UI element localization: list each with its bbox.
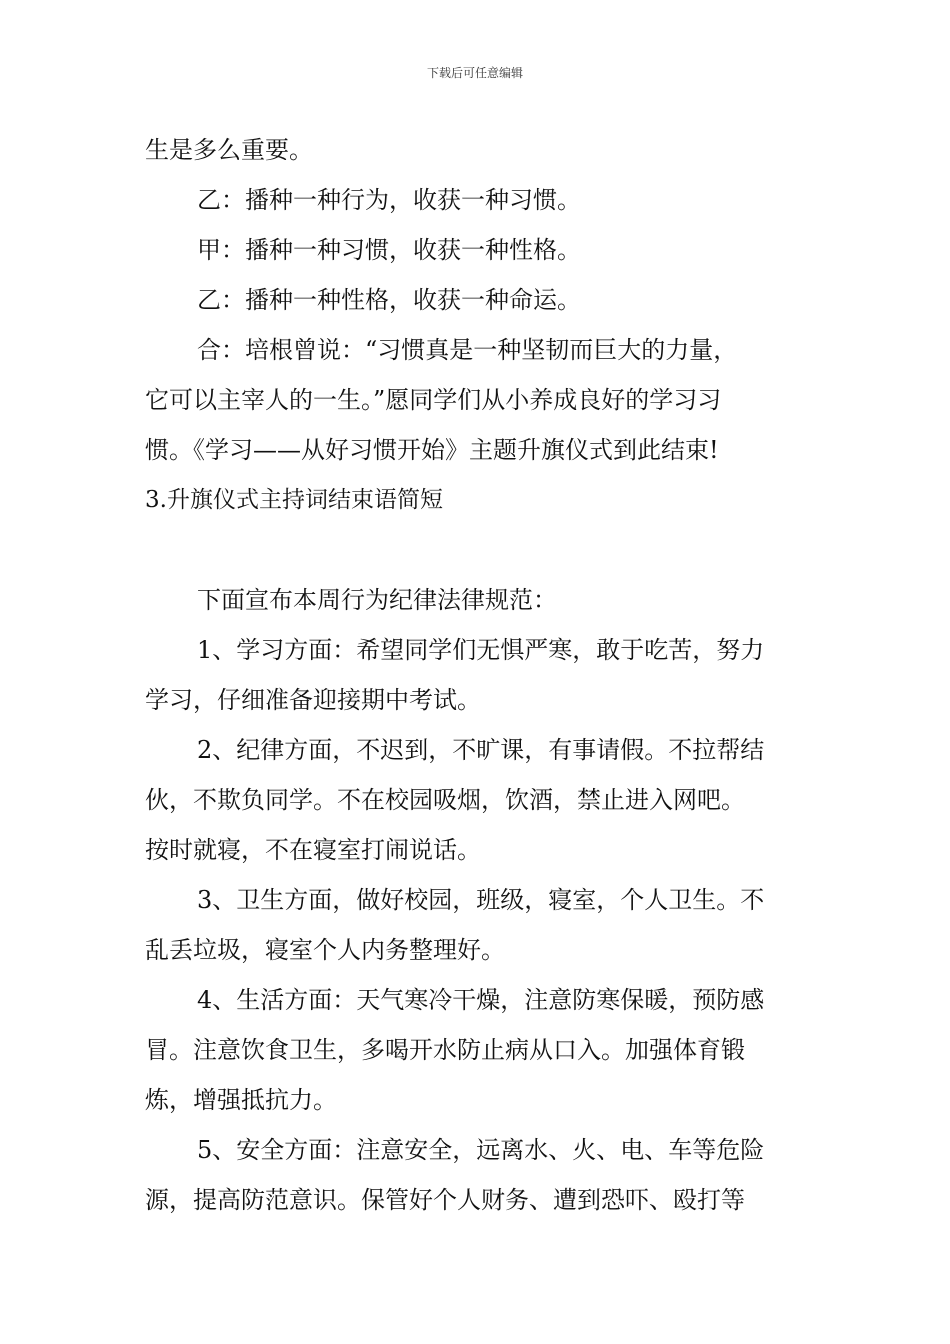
- document-body: [145, 125, 807, 1225]
- paragraph-line: 学习，仔细准备迎接期中考试。: [145, 686, 481, 714]
- paragraph-line: 2、纪律方面，不迟到，不旷课，有事请假。不拉帮结: [197, 736, 765, 764]
- paragraph-line: 伙，不欺负同学。不在校园吸烟，饮酒，禁止进入网吧。: [145, 786, 745, 814]
- paragraph-line: 乙：播种一种性格，收获一种命运。: [197, 286, 581, 314]
- paragraph-line: 甲：播种一种习惯，收获一种性格。: [197, 236, 581, 264]
- paragraph-line: 合：培根曾说：“习惯真是一种坚韧而巨大的力量，: [197, 336, 738, 364]
- paragraph-line: 5、安全方面：注意安全，远离水、火、电、车等危险: [197, 1136, 765, 1164]
- paragraph-line: 乙：播种一种行为，收获一种习惯。: [197, 186, 581, 214]
- paragraph-line: 乱丢垃圾，寝室个人内务整理好。: [145, 936, 505, 964]
- paragraph-line: 3、卫生方面，做好校园，班级，寝室，个人卫生。不: [197, 886, 765, 914]
- section-heading: 3.升旗仪式主持词结束语简短: [145, 487, 443, 513]
- blank-line: [145, 525, 807, 575]
- paragraph-line: 它可以主宰人的一生。”愿同学们从小养成良好的学习习: [145, 386, 722, 414]
- paragraph-line: 冒。注意饮食卫生，多喝开水防止病从口入。加强体育锻: [145, 1036, 745, 1064]
- paragraph-line: 1、学习方面：希望同学们无惧严寒，敢于吃苦，努力: [197, 636, 765, 664]
- paragraph-line: 炼，增强抵抗力。: [145, 1086, 337, 1114]
- paragraph-line: 源，提高防范意识。保管好个人财务、遭到恐吓、殴打等: [145, 1186, 745, 1214]
- paragraph-line: 下面宣布本周行为纪律法律规范：: [197, 586, 557, 614]
- paragraph-line: 生是多么重要。: [145, 136, 313, 164]
- page-header-note: 下载后可任意编辑: [426, 66, 523, 80]
- paragraph-line: 4、生活方面：天气寒冷干燥，注意防寒保暖，预防感: [197, 986, 765, 1014]
- paragraph-line: 按时就寝，不在寝室打闹说话。: [145, 836, 481, 864]
- paragraph-line: 惯。《学习——从好习惯开始》主题升旗仪式到此结束!: [145, 436, 719, 464]
